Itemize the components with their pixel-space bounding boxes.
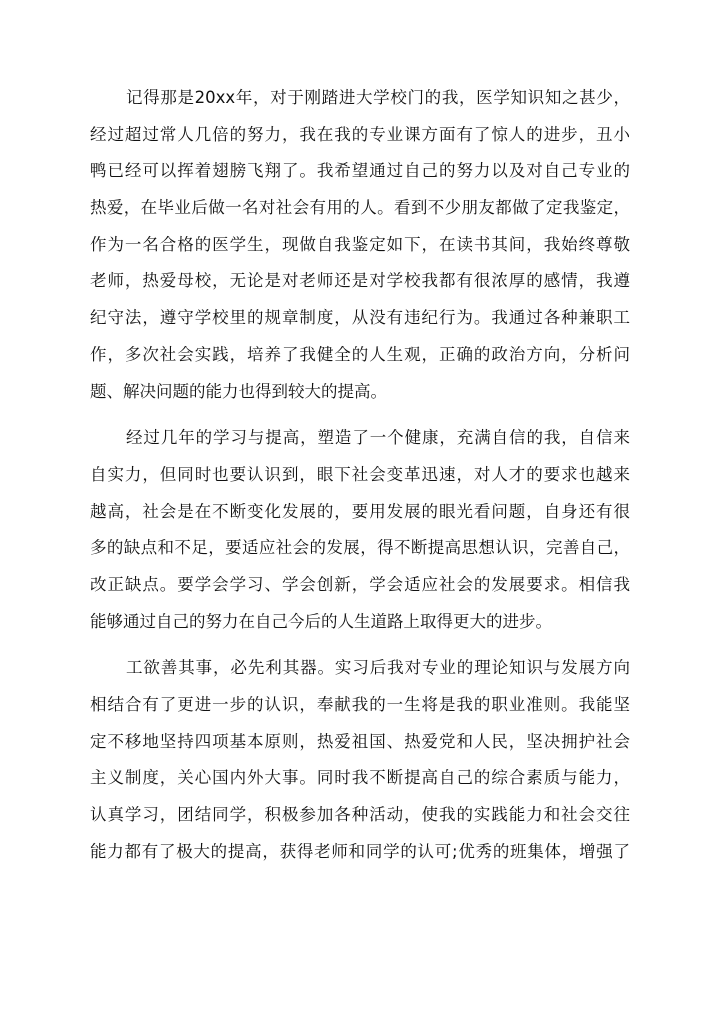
text-line: 经过几年的学习与提高，塑造了一个健康，充满自信的我，自信来	[126, 428, 630, 448]
text-line: 热爱，在毕业后做一名对社会有用的人。看到不少朋友都做了定我鉴定，	[90, 198, 630, 218]
text-line: 越高，社会是在不断变化发展的，要用发展的眼光看问题，自身还有很	[90, 501, 630, 521]
text-line: 认真学习，团结同学，积极参加各种活动，使我的实践能力和社会交往	[90, 805, 630, 825]
text-line: 自实力，但同时也要认识到，眼下社会变革迅速，对人才的要求也越来	[90, 464, 630, 484]
paragraph	[90, 650, 630, 870]
text-line: 定不移地坚持四项基本原则，热爱祖国、热爱党和人民，坚决拥护社会	[90, 731, 630, 751]
text-line: 作，多次社会实践，培养了我健全的人生观，正确的政治方向，分析问	[90, 344, 630, 364]
text-line: 能够通过自己的努力在自己今后的人生道路上取得更大的进步。	[90, 611, 552, 631]
text-line: 记得那是20xx年，对于刚踏进大学校门的我，医学知识知之甚少，	[126, 88, 630, 107]
document-page	[90, 80, 630, 880]
text-line: 改正缺点。要学会学习、学会创新，学会适应社会的发展要求。相信我	[90, 574, 630, 594]
paragraph	[90, 80, 630, 410]
paragraph	[90, 420, 630, 640]
text-line: 能力都有了极大的提高，获得老师和同学的认可;优秀的班集体，增强了	[90, 841, 630, 861]
text-line: 多的缺点和不足，要适应社会的发展，得不断提高思想认识，完善自己，	[90, 538, 630, 558]
text-line: 题、解决问题的能力也得到较大的提高。	[90, 381, 387, 401]
text-line: 鸭已经可以挥着翅膀飞翔了。我希望通过自己的努力以及对自己专业的	[90, 161, 630, 181]
text-line: 老师，热爱母校，无论是对老师还是对学校我都有很浓厚的感情，我遵	[90, 271, 630, 291]
text-line: 经过超过常人几倍的努力，我在我的专业课方面有了惊人的进步，丑小	[90, 124, 630, 144]
text-line: 纪守法，遵守学校里的规章制度，从没有违纪行为。我通过各种兼职工	[90, 308, 630, 328]
text-line: 相结合有了更进一步的认识，奉献我的一生将是我的职业准则。我能坚	[90, 695, 630, 714]
text-line: 作为一名合格的医学生，现做自我鉴定如下，在读书其间，我始终尊敬	[90, 234, 630, 254]
text-line: 工欲善其事，必先利其器。实习后我对专业的理论知识与发展方向	[126, 658, 630, 678]
text-line: 主义制度，关心国内外大事。同时我不断提高自己的综合素质与能力，	[90, 768, 630, 788]
